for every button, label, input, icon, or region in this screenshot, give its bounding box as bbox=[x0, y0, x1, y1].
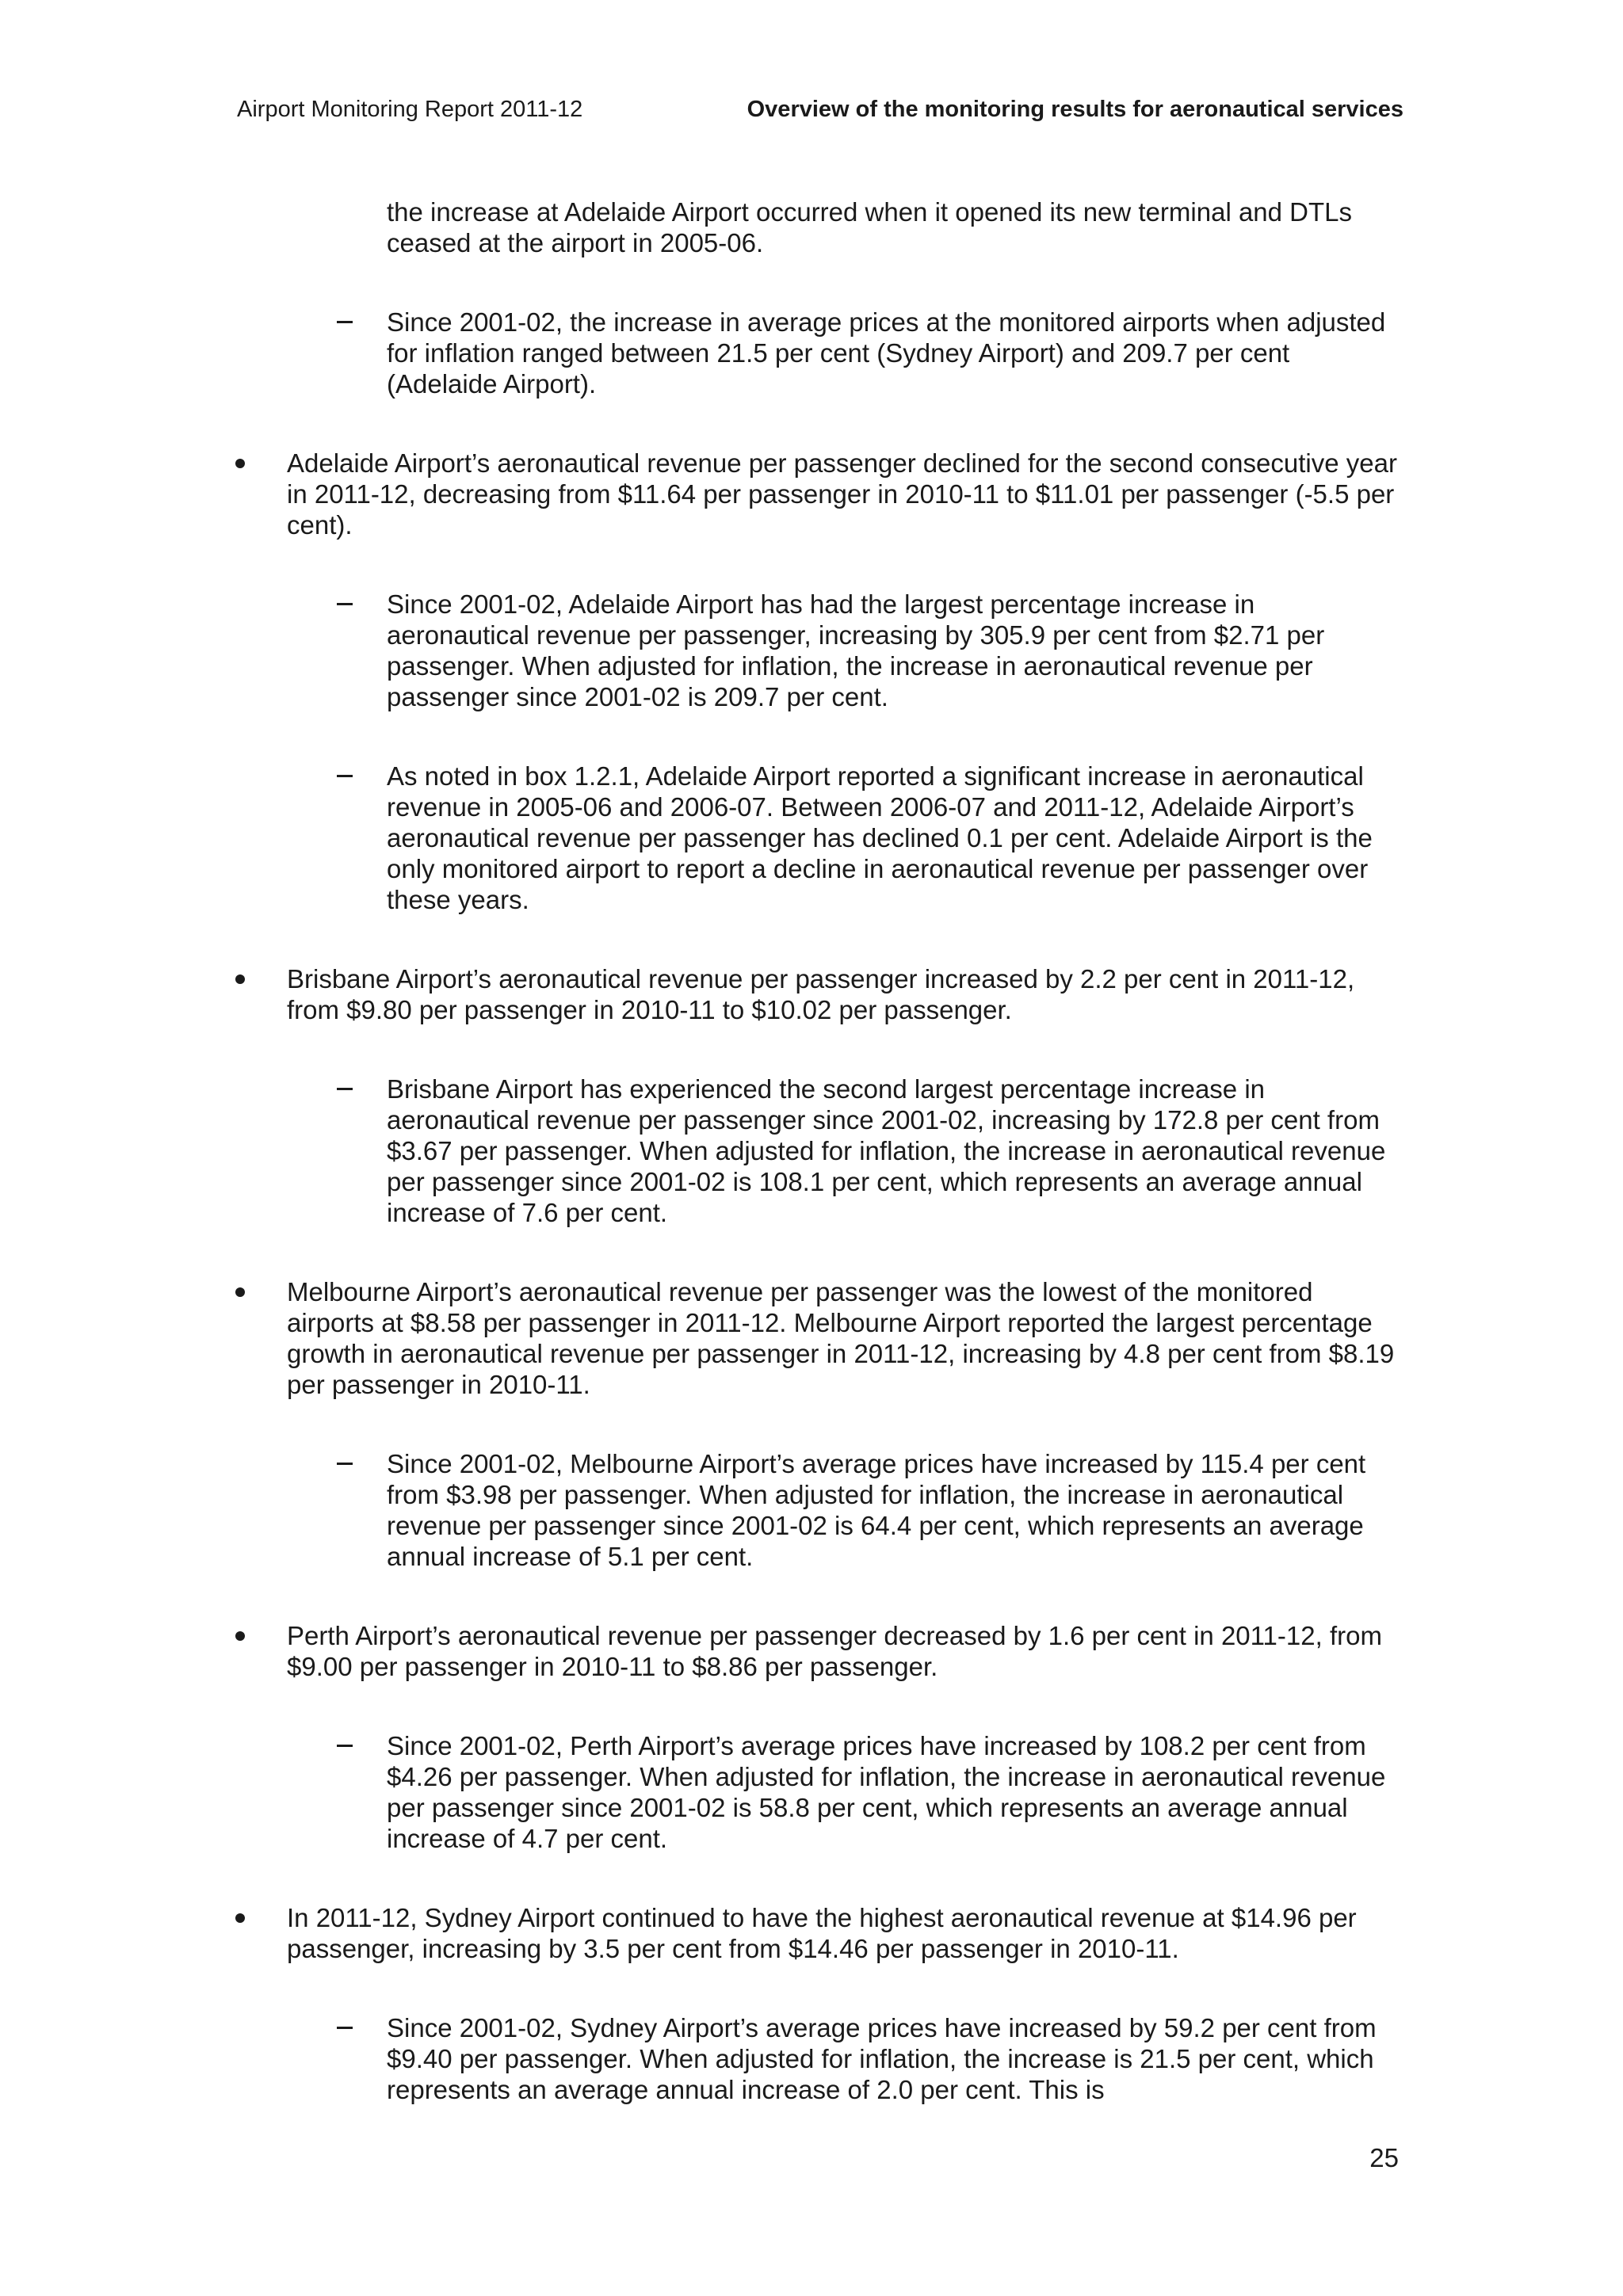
bullet-text: Adelaide Airport’s aeronautical revenue per passenger declined for the second consecutive year in 2011-12, decreasing from $11.64 per passenger in 2010-11 to $11.01 per passenger (-5.5 per cent). bbox=[287, 448, 1397, 540]
page-number: 25 bbox=[1369, 2143, 1399, 2172]
bullet-point-perth bbox=[238, 1620, 1403, 1682]
bullet-icon bbox=[235, 1913, 245, 1923]
sub-point-text: Since 2001-02, Melbourne Airport’s average prices have increased by 115.4 per cent from $3.98 per passenger. When adjusted for inflation, the increase in aeronautical revenue per passenger since 2001-02 is 64.4 per cent, which represents an average annual increase of 5.1 per cent. bbox=[387, 1449, 1366, 1571]
sub-point bbox=[387, 761, 1403, 915]
sub-point-text: Since 2001-02, the increase in average prices at the monitored airports when adjusted for inflation ranged between 21.5 per cent (Sydney Airport) and 209.7 per cent (Adelaide Airport). bbox=[387, 307, 1386, 399]
sub-point bbox=[387, 1074, 1403, 1228]
dash-marker-icon bbox=[337, 1463, 353, 1465]
dash-marker-icon bbox=[337, 2027, 353, 2029]
sub-point bbox=[387, 2012, 1403, 2105]
bullet-icon bbox=[235, 974, 245, 984]
bullet-icon bbox=[235, 1631, 245, 1641]
bullet-text: In 2011-12, Sydney Airport continued to have the highest aeronautical revenue at $14.96 per passenger, increasing by 3.5 per cent from $14.46 per passenger in 2010-11. bbox=[287, 1903, 1357, 1963]
bullet-point-adelaide bbox=[238, 448, 1403, 540]
running-header bbox=[237, 97, 1403, 128]
bullet-point-brisbane bbox=[238, 963, 1403, 1025]
continued-paragraph: the increase at Adelaide Airport occurred when it opened its new terminal and DTLs ceased at the airport in 2005-06. bbox=[387, 197, 1353, 257]
section-title: Overview of the monitoring results for aeronautical services bbox=[747, 97, 1403, 122]
body-text bbox=[238, 196, 1403, 2105]
sub-point bbox=[387, 307, 1403, 399]
sub-point-text: Brisbane Airport has experienced the second largest percentage increase in aeronautical revenue per passenger since 2001-02, increasing by 172.8 per cent from $3.67 per passenger. When adjusted for inflation, the increase in aeronautical revenue per passenger since 2001-02 is 108.1 per cent, which represents an average annual increase of 7.6 per cent. bbox=[387, 1074, 1386, 1227]
bullet-icon bbox=[235, 459, 245, 468]
report-title: Airport Monitoring Report 2011-12 bbox=[237, 97, 583, 122]
bullet-icon bbox=[235, 1287, 245, 1297]
sub-point bbox=[387, 1730, 1403, 1854]
sub-point bbox=[387, 1448, 1403, 1572]
sub-point-text: Since 2001-02, Adelaide Airport has had the largest percentage increase in aeronautical revenue per passenger, increasing by 305.9 per cent from $2.71 per passenger. When adjusted for inflation, the increase in aeronautical revenue per passenger since 2001-02 is 209.7 per cent. bbox=[387, 589, 1325, 711]
sub-point bbox=[387, 589, 1403, 712]
dash-marker-icon bbox=[337, 603, 353, 605]
sub-point-text: Since 2001-02, Perth Airport’s average prices have increased by 108.2 per cent from $4.26 per passenger. When adjusted for inflation, the increase in aeronautical revenue per passenger since 2001-02 is 58.8 per cent, which represents an average annual increase of 4.7 per cent. bbox=[387, 1731, 1386, 1853]
bullet-text: Brisbane Airport’s aeronautical revenue per passenger increased by 2.2 per cent in 2011-12, from $9.80 per passenger in 2010-11 to $10.02 per passenger. bbox=[287, 964, 1355, 1024]
dash-marker-icon bbox=[337, 321, 353, 323]
bullet-point-sydney bbox=[238, 1902, 1403, 1964]
dash-marker-icon bbox=[337, 1088, 353, 1090]
dash-marker-icon bbox=[337, 775, 353, 777]
sub-point-text: Since 2001-02, Sydney Airport’s average prices have increased by 59.2 per cent from $9.40 per passenger. When adjusted for inflation, the increase is 21.5 per cent, which represents an average annual increase of 2.0 per cent. This is bbox=[387, 2013, 1377, 2104]
sub-point-text: As noted in box 1.2.1, Adelaide Airport reported a significant increase in aeronautical revenue in 2005-06 and 2006-07. Between 2006-07 and 2011-12, Adelaide Airport’s aeronautical revenue per passenger has declined 0.1 per cent. Adelaide Airport is the only monitored airport to report a decline in aeronautical revenue per passenger over these years. bbox=[387, 761, 1373, 914]
bullet-text: Perth Airport’s aeronautical revenue per passenger decreased by 1.6 per cent in 2011-12, from $9.00 per passenger in 2010-11 to $8.86 per passenger. bbox=[287, 1621, 1382, 1681]
bullet-point-melbourne bbox=[238, 1276, 1403, 1400]
dash-marker-icon bbox=[337, 1745, 353, 1747]
bullet-text: Melbourne Airport’s aeronautical revenue per passenger was the lowest of the monitored airports at $8.58 per passenger in 2011-12. Melbourne Airport reported the largest percentage growth in aeronautical revenue per passenger in 2011-12, increasing by 4.8 per cent from $8.19 per passenger in 2010-11. bbox=[287, 1277, 1395, 1399]
